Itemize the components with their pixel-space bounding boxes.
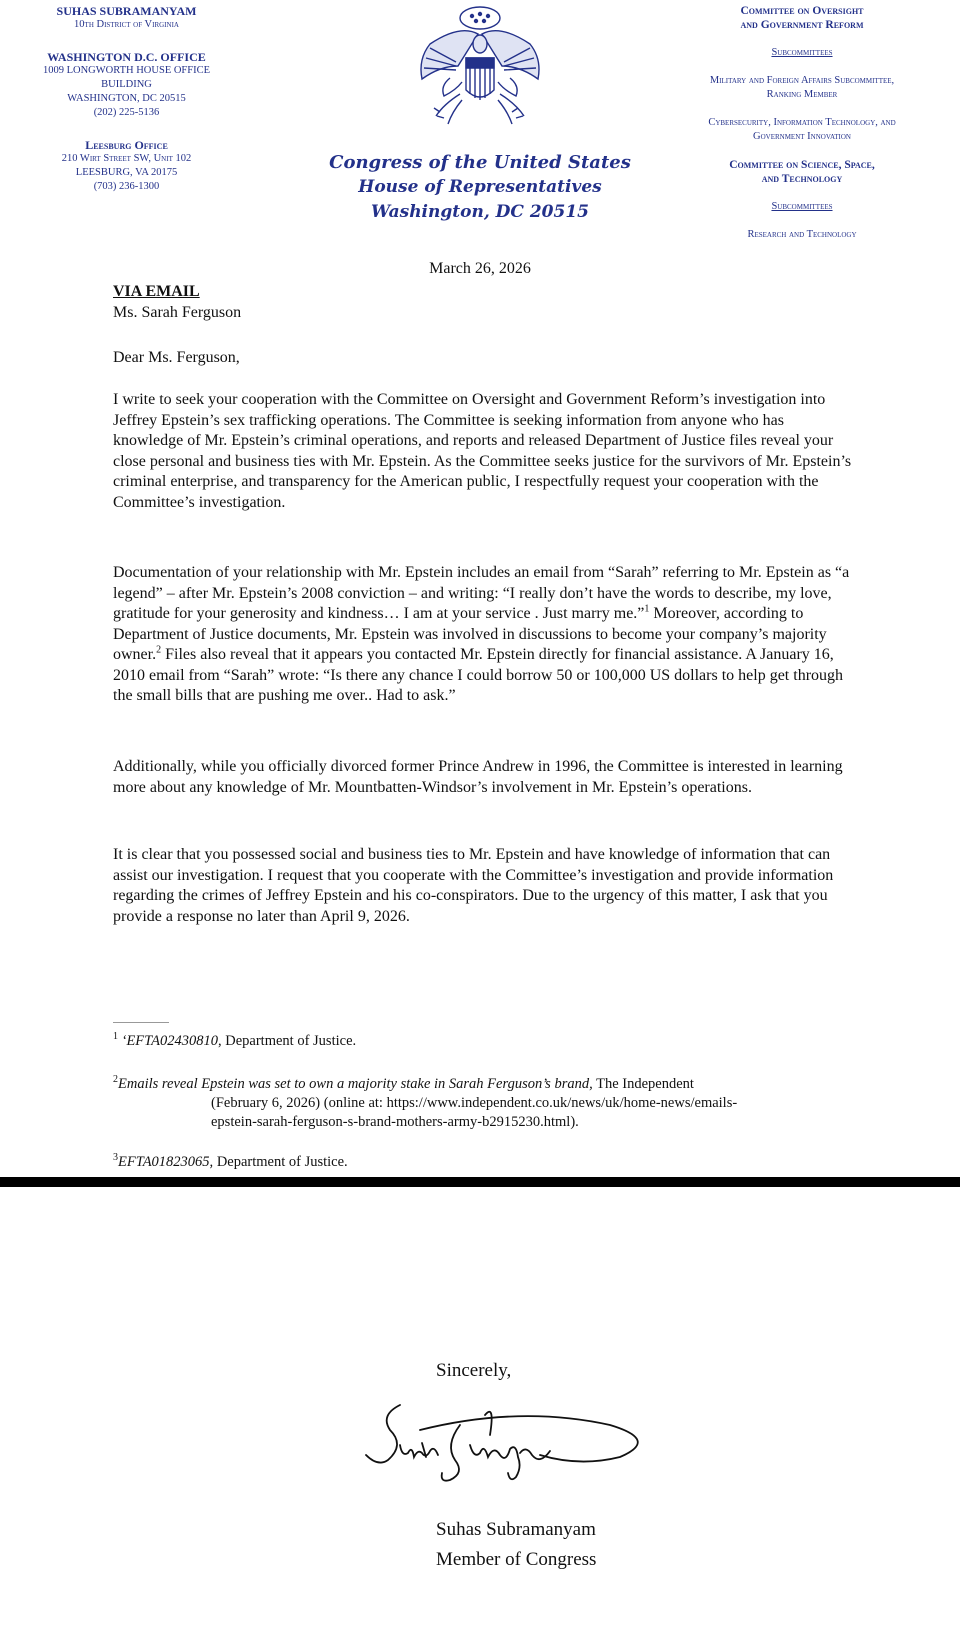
salutation: Dear Ms. Ferguson, xyxy=(113,349,240,366)
leesburg-phone: (703) 236-1300 xyxy=(93,181,160,192)
subcommittees-label: Subcommittees xyxy=(771,47,833,58)
signer-title: Member of Congress xyxy=(436,1549,597,1570)
footnote-2-line2: (February 6, 2026) (online at: https://www.independent.co.uk/news/uk/home-news/emails- xyxy=(211,1095,738,1111)
recipient-name: Ms. Sarah Ferguson xyxy=(113,304,242,321)
page-divider xyxy=(0,1177,960,1187)
congress-title: Congress of the United States xyxy=(329,152,631,173)
delivery-method: VIA EMAIL xyxy=(113,283,200,300)
signer-block xyxy=(436,1515,596,1575)
footnote-3-text: Department of Justice. xyxy=(213,1154,348,1170)
letterhead-left xyxy=(14,4,239,194)
footnote-ref-1: 1 xyxy=(644,603,650,615)
footnote-1-number: 1 xyxy=(113,1031,118,1043)
member-name: SUHAS SUBRAMANYAM xyxy=(56,4,197,18)
footnote-1-text: , Department of Justice. xyxy=(218,1033,357,1049)
footnote-2-title: Emails reveal Epstein was set to own a majority stake in Sarah Ferguson’s brand, xyxy=(118,1076,593,1092)
dc-address-line3: WASHINGTON, DC 20515 xyxy=(67,93,186,104)
paragraph-3 xyxy=(113,757,853,798)
subcommittee-military-line1: Military and Foreign Affairs Subcommittee, xyxy=(709,75,895,86)
committee-oversight-line1: Committee on Oversight xyxy=(740,5,864,17)
dc-phone: (202) 225-5136 xyxy=(93,107,160,118)
footnote-2-publisher: The Independent xyxy=(592,1076,694,1092)
subcommittees-label-2: Subcommittees xyxy=(771,201,833,212)
footnote-3-number: 3 xyxy=(113,1152,118,1164)
leesburg-address-line2: LEESBURG, VA 20175 xyxy=(75,167,178,178)
footnote-1 xyxy=(113,1032,853,1051)
footnote-3-source: EFTA01823065, xyxy=(118,1154,214,1170)
footnote-1-source: ‘EFTA02430810 xyxy=(118,1033,219,1049)
paragraph-1-text: I write to seek your cooperation with the Committee on Oversight and Government Reform’s investigation into Jeffrey Epstein’s sex trafficking operations. The Committee is seeking information from anyone who has knowledge of Mr. Epstein’s criminal operations, and reports and released Department of Justice files reveal your close personal and business ties with Mr. Epstein. As the Committee seeks justice for the survivors of Mr. Epstein’s criminal enterprise, and transparency for the American public, I respectfully request your cooperation with the Committee’s investigation. xyxy=(113,391,852,511)
congress-heading xyxy=(300,150,660,225)
signer-name: Suhas Subramanyam xyxy=(436,1519,596,1540)
subcommittee-military-line2: Ranking Member xyxy=(766,89,838,100)
eagle-seal-icon xyxy=(400,4,560,139)
closing: Sincerely, xyxy=(436,1360,512,1381)
house-address: Washington, DC 20515 xyxy=(371,202,589,222)
leesburg-office-title: Leesburg Office xyxy=(85,138,168,152)
paragraph-1 xyxy=(113,390,853,513)
subcommittee-cyber-line1: Cybersecurity, Information Technology, and xyxy=(708,117,896,128)
dc-address-line2: BUILDING xyxy=(101,79,152,90)
paragraph-4 xyxy=(113,845,853,927)
footnote-2-number: 2 xyxy=(113,1074,118,1086)
paragraph-2-part2: Moreover, according to Department of Justice documents, Mr. Epstein was involved in discussions to become your company’s majority owner. xyxy=(113,605,827,663)
dc-address-line1: 1009 LONGWORTH HOUSE OFFICE xyxy=(42,65,211,76)
committee-science-line1: Committee on Science, Space, xyxy=(729,159,875,171)
footnote-ref-2: 2 xyxy=(156,644,162,656)
footnote-2 xyxy=(113,1075,853,1132)
house-title: House of Representatives xyxy=(358,177,602,197)
signature-icon xyxy=(360,1385,660,1485)
footnote-2-line3: epstein-sarah-ferguson-s-brand-mothers-army-b2915230.html). xyxy=(211,1114,579,1130)
paragraph-2 xyxy=(113,563,853,707)
committee-science-line2: and Technology xyxy=(761,173,843,185)
subcommittee-cyber-line2: Government Innovation xyxy=(753,131,851,142)
paragraph-2-part1: Documentation of your relationship with Mr. Epstein includes an email from “Sarah” referring to Mr. Epstein as “a legend” – after Mr. Epstein’s 2008 conviction – and writing: “I really don’t have the words to describe, my love, gratitude for your generosity and kindness… I am at your service . Just marry me.” xyxy=(113,564,850,622)
footnote-divider xyxy=(113,1022,169,1023)
committee-oversight-line2: and Government Reform xyxy=(740,19,864,31)
paragraph-4-text: It is clear that you possessed social and business ties to Mr. Epstein and have knowledge of information that can assist our investigation. I request that you cooperate with the Committee’s investigation and provide information regarding the crimes of Jeffrey Epstein and his co-conspirators. Due to the urgency of this matter, I ask that you provide a response no later than April 9, 2026. xyxy=(113,846,834,925)
letter-date: March 26, 2026 xyxy=(429,260,531,277)
letterhead-right xyxy=(658,4,946,242)
paragraph-2-part3: Files also reveal that it appears you contacted Mr. Epstein directly for financial assistance. A January 16, 2010 email from “Sarah” wrote: “Is there any chance I could borrow 50 or 100,000 US dollars to help get through the small bills that are pushing me over.. Had to ask.” xyxy=(113,646,844,704)
footnote-3 xyxy=(113,1153,853,1172)
district: 10th District of Virginia xyxy=(74,19,179,30)
paragraph-3-text: Additionally, while you officially divorced former Prince Andrew in 1996, the Committee is interested in learning more about any knowledge of Mr. Mountbatten-Windsor’s involvement in Mr. Epstein’s operations. xyxy=(113,758,843,796)
subcommittee-research: Research and Technology xyxy=(747,229,857,240)
dc-office-title: WASHINGTON D.C. OFFICE xyxy=(47,50,206,64)
leesburg-address-line1: 210 Wirt Street SW, Unit 102 xyxy=(61,153,192,164)
